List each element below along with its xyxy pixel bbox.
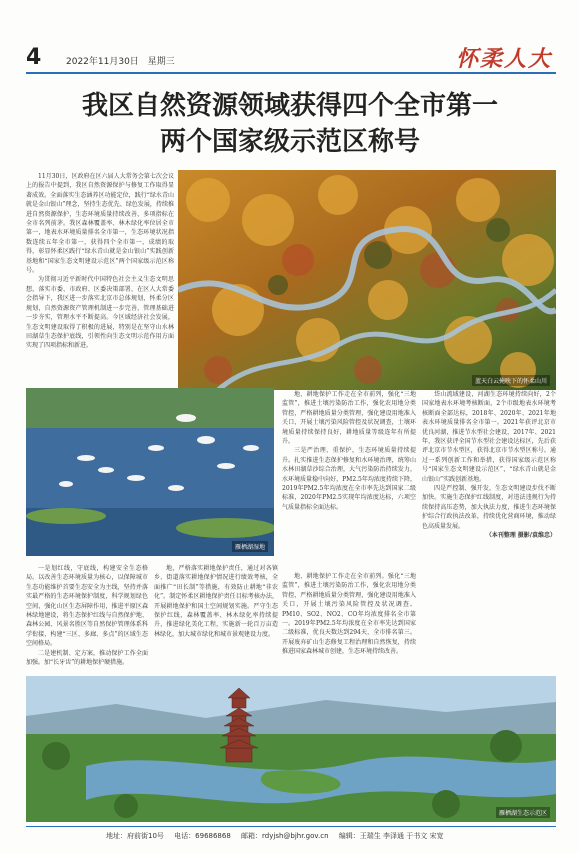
weekday-text: 星期三: [147, 57, 175, 67]
lake-pagoda-photo: [26, 676, 556, 822]
footer-editors: 编辑：王瑞生 李泽通 于书文 宋宽: [338, 832, 444, 840]
article-paragraph: 一是划红线，守底线，构建安全生态格局。以改善生态环境质量为核心，以保障城市生态功能维护首要生态安全为主线，坚持并落实最严格的生态环境保护制度，科学规划绿色空间，强化山区生态屏障作用，推进平原区森林绿地建设，将生态保护红线与自然保护地、森林公园、风景名胜区等自然保护管理体系科学衔接，构建“三区、多廊、多点”的区域生态空间格局。: [26, 565, 148, 648]
date-text: 2022年11月30日: [66, 57, 139, 67]
page-number: 4: [26, 45, 42, 70]
wetland-illustration: [26, 388, 274, 556]
article-column-6: [282, 572, 416, 672]
article-paragraph: 地、耕地保护工作走在全市前列，强化“三地监管”，推进土壤污染防治工作，强化农用地分类管控，严格耕地质量分类管理，强化建设用地准入关口，开展土壤污染风险管控及状况调查，土壤环境质量持续保持良好，耕地质量等级连年有所提升。: [282, 391, 416, 446]
page-header: [26, 44, 556, 74]
article-column-4: [26, 564, 148, 672]
article-paragraph: 四是严控制、强开发，生态文明建设步伐不断加快。实施生态保护红线制度，对违法违规行为持续保持高压态势，加大执法力度，推进生态环境保护综合行政执法改革，持续优化营商环境，推动绿色高质量发展。: [422, 485, 556, 530]
lake-photo-caption: 雁栖湖生态示范区: [496, 807, 550, 818]
mountain-road-photo: [178, 170, 556, 390]
article-paragraph: 11月30日，区政府在区六届人大常务会第七次会议上的报告中提到，我区自然资源保护与修复工作取得显著成效。全面落实生态涵养区功能定位，践行“绿水青山就是金山银山”理念，坚持生态优先、绿色发展，持续推进自然资源保护，生态环境质量持续改善，多项指标在全市名列前茅。我区森林覆盖率、林木绿化率位居全市第一，地表水环境质量排名全市第一，生态环境状况指数连续五年全市第一，获得四个全市第一，成绩的取得，彰显怀柔区践行“绿水青山就是金山银山”实践创新基地和“国家生态文明建设示范区”两个国家级示范区称号。: [26, 173, 174, 275]
article-column-1: [26, 172, 174, 384]
mountain-road-illustration: [178, 170, 556, 390]
article-column-5: [154, 564, 278, 672]
wetland-photo-caption: 雁栖湖湿地: [232, 541, 268, 552]
headline-line-2: 两个国家级示范区称号: [159, 127, 420, 157]
lake-pagoda-illustration: [26, 676, 556, 822]
wetland-photo: [26, 388, 274, 556]
article-paragraph: 为贯彻习近平新时代中国特色社会主义生态文明思想，落实市委、市政府、区委决策部署，在区人大常委会指导下，我区进一步落实北京市总体规划，怀柔分区规划，自然资源资产管理机制进一步完善，管理基础进一步夯实，管理水平不断提高。今区域经济社会发展，生态文明建设取得了积极的进展，特别是在坚守山水林田湖草生态保护底线，引领性向生态文明示范作用方面实现了四项指标和新进。: [26, 276, 174, 350]
article-byline: （本刊整理 摄影/袁维忠）: [485, 532, 556, 540]
footer-email: 邮箱：rdyjsh@bjhr.gov.cn: [241, 832, 329, 840]
headline: [30, 88, 550, 160]
article-paragraph: 二是建机制、定方案，推动保护工作全面加强。加“长牙齿”的耕地保护硬措施。: [26, 649, 148, 667]
article-paragraph: 三是严治理、重保护，生态环境质量持续提升。扎实推进生态保护修复和水环境治理，统筹山水林田湖草沙综合治理，大气污染防治持续发力，水环境质量稳中向好，PM2.5年均浓度持续下降，2019年PM2.5年均浓度在全市率先达到国家二级标准，2020年PM2.5实现年均浓度达标，六项空气质量指标全面达标。: [282, 447, 416, 511]
article-column-3: [422, 390, 556, 628]
paper-logo: 怀柔人大: [455, 46, 552, 72]
mountain-photo-caption: 蓝天白云掩映下的怀柔山川: [472, 375, 550, 386]
headline-line-1: 我区自然资源领域获得四个全市第一: [81, 91, 498, 121]
footer-phone: 电话：69686868: [174, 832, 231, 840]
issue-date: [66, 54, 175, 67]
footer-address: 地址：府前街10号: [106, 832, 164, 840]
page-footer: [26, 826, 556, 841]
article-paragraph: 地、耕地保护工作走在全市前列。强化“三地监管”，推进土壤污染防治工作，强化农用地分类管控，严格耕地质量分类管理，强化建设用地准入关口，开展土壤污染风险管控及状况调查。PM10、SO2、NO2、CO年均浓度排名全市第一。2019年PM2.5年均浓度在全市率先达到国家二级标准，优良天数达到294天，全市排名第三。开展废弃矿山生态修复工程治理和自然恢复，持续推进国家森林城市创建，生态环境持续改善。: [282, 573, 416, 656]
article-paragraph: 地，严格落实耕地保护责任，通过对各镇乡、街道落实耕地保护情况进行绩效考核，全面推广“田长制”等措施，有效防止耕地“非农化”。制定怀柔区耕地保护责任目标考核办法，开展耕地保护和国土空间规划实施。严守生态保护红线，森林覆盖率、林木绿化率持续提升，推进绿化美化工程，实施新一轮百万亩造林绿化，加大城市绿化和城市景观建设力度。: [154, 565, 278, 638]
article-column-2: [282, 390, 416, 568]
article-paragraph: 岱山流域建设，河湖生态环境持续向好，2个国家地表水环境考核断面，2个市级地表水环境考核断面全部达标，2018年、2020年、2021年地表水环境质量排名全市第一。2021年获评北京市优良河湖，推进节水型社会建设，2017年、2021年，我区获评全国节水型社会建设达标区，先后获评北京市节水型区，获得北京市节水型区称号。通过一系列创新工作和举措，获得国家级示范区称号“国家生态文明建设示范区”，“绿水青山就是金山银山”实践创新基地。: [422, 391, 556, 483]
